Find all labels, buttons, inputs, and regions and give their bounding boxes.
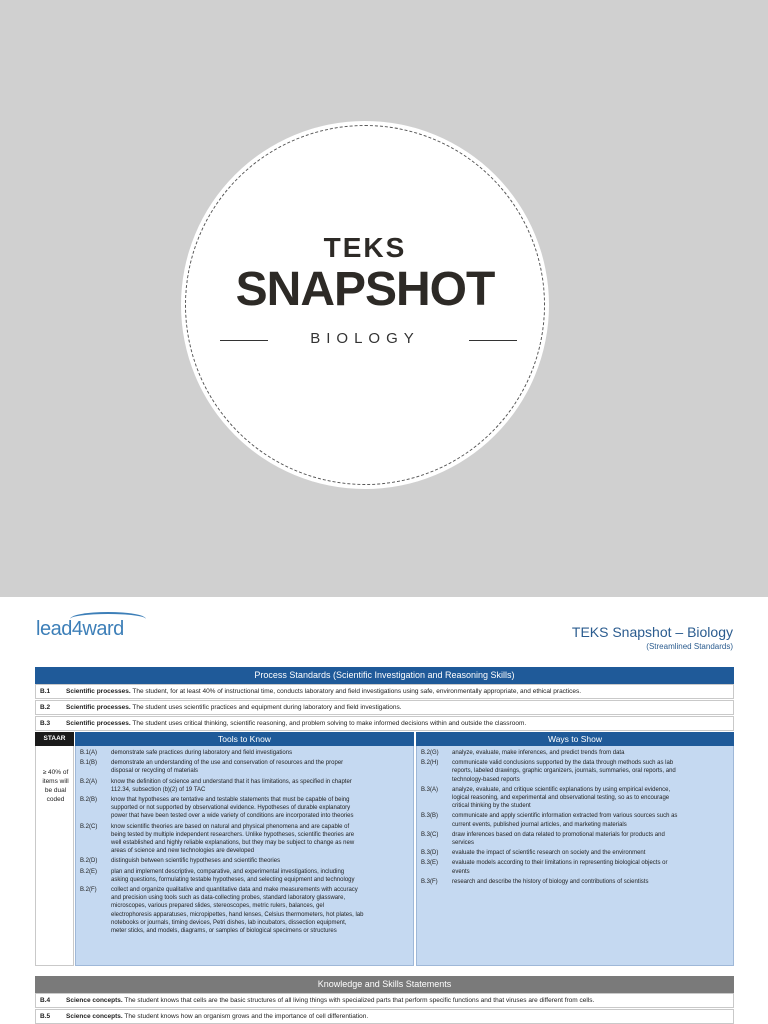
standard-text: Scientific processes. The student uses critical thinking, scientific reasoning, and problem solving to make informed decisions within and outside the classroom.: [66, 720, 527, 727]
standard-item-text: [452, 849, 645, 857]
standard-item-line: microscopes, various prepared slides, stereoscopes, metric rulers, balances, gel: [111, 903, 325, 910]
standard-item-text: [452, 859, 667, 875]
standard-item-code: B.3(E): [421, 860, 439, 867]
standard-item-code: B.2(E): [80, 868, 98, 875]
standard-item-text: [111, 749, 292, 757]
standard-code: B.1: [40, 688, 51, 695]
standard-text: Scientific processes. The student, for at least 40% of instructional time, conducts laboratory and field investigations using safe, environmentally appropriate, and ethical practices.: [66, 688, 582, 695]
standard-row: [35, 1009, 734, 1024]
standard-item-line: demonstrate safe practices during laboratory and field investigations: [111, 750, 293, 756]
standard-item-code: B.2(C): [80, 823, 98, 830]
standard-item-code: B.2(D): [80, 858, 98, 865]
standard-item-line: well established and highly reliable explanations, but they may be subject to change as new: [111, 840, 355, 846]
standard-row: [35, 993, 734, 1008]
document-page: [0, 597, 768, 1024]
standard-item-line: power that have been tested over a wide variety of conditions are incorporated into theories: [111, 813, 354, 820]
standard-item-text: [111, 886, 363, 935]
standard-item-code: B.3(C): [421, 831, 439, 838]
standard-code: B.5: [40, 1013, 51, 1020]
standard-row: [35, 684, 734, 699]
standard-item-code: B.1(B): [80, 760, 98, 767]
standard-item-code: B.1(A): [80, 750, 98, 756]
standard-item-text: [452, 786, 670, 811]
standard-item-line: supported or not supported by observational evidence. Hypotheses of durable explanatory: [111, 805, 351, 812]
standard-item-line: plan and implement descriptive, comparative, and experimental investigations, including: [111, 868, 345, 875]
standard-item-line: reports, labeled drawings, graphic organizers, journals, summaries, oral reports, and: [452, 768, 676, 775]
standard-item-line: communicate and apply scientific information extracted from various sources such as: [452, 813, 678, 820]
standard-item-text: [111, 823, 354, 856]
staar-heading: STAAR: [35, 732, 74, 746]
standard-item-code: B.3(A): [421, 786, 439, 793]
tools-ways-grid: [35, 732, 734, 966]
cover-title-line2: SNAPSHOT: [235, 263, 495, 316]
document-title: TEKS Snapshot – Biology: [571, 624, 733, 640]
standard-item-line: analyze, evaluate, make inferences, and predict trends from data: [452, 750, 625, 756]
standard-item-line: know scientific theories are based on natural and physical phenomena and are capable of: [111, 823, 350, 830]
standard-item-line: current events, published journal articles, and marketing materials: [452, 821, 627, 828]
standard-item-line: electrophoresis apparatuses, micropipettes, hand lenses, Celsius thermometers, hot plates, lab: [111, 911, 364, 918]
standard-item-line: communicate valid conclusions supported by the data through methods such as lab: [452, 760, 674, 767]
ways-to-show-heading: Ways to Show: [416, 732, 734, 746]
cover-subject: BIOLOGY: [310, 330, 420, 347]
standard-text: Science concepts. The student knows how an organism grows and the importance of cell differentiation.: [66, 1013, 369, 1020]
standard-row: [35, 716, 734, 731]
standard-item-line: draw inferences based on data related to promotional materials for products and: [452, 831, 665, 838]
standard-item-text: [452, 759, 676, 784]
standard-item-code: B.3(B): [421, 813, 439, 820]
standard-item-code: B.2(F): [80, 887, 97, 893]
cover-title-line1: TEKS: [323, 232, 407, 263]
standard-item-line: evaluate models according to their limitations in representing biological objects or: [452, 860, 668, 867]
tools-to-know-list: [75, 746, 414, 966]
standard-item-text: [111, 778, 352, 794]
knowledge-skills-heading: Knowledge and Skills Statements: [35, 976, 734, 993]
standard-text: Scientific processes. The student uses scientific practices and equipment during laboratory and field investigations.: [66, 704, 402, 711]
standard-item-line: 112.34, subsection (b)(2) of 19 TAC: [111, 786, 206, 793]
standard-item-text: [111, 796, 353, 821]
document-subtitle: (Streamlined Standards): [646, 642, 733, 651]
standard-item-text: [111, 868, 355, 884]
standard-item-line: logical reasoning, and experimental and observational testing, so as to encourage: [452, 795, 670, 801]
standard-item-line: distinguish between scientific hypotheses and scientific theories: [111, 858, 281, 865]
standard-item-code: B.2(H): [421, 760, 439, 767]
process-standards-heading: Process Standards (Scientific Investigation and Reasoning Skills): [35, 667, 734, 684]
standard-item-line: being tested by multiple independent researchers. Unlike hypotheses, scientific theories are: [111, 831, 355, 838]
standard-item-code: B.2(G): [421, 750, 439, 756]
standard-item-text: [111, 857, 280, 865]
standard-item-line: collect and organize qualitative and quantitative data and make measurements with accuracy: [111, 887, 358, 893]
staar-column: [35, 746, 74, 966]
standard-item-code: B.2(A): [80, 778, 98, 785]
standard-item-line: research and describe the history of biology and contributions of scientists: [452, 878, 649, 885]
standard-code: B.2: [40, 704, 51, 711]
standard-item-line: technology-based reports: [452, 776, 520, 783]
standard-item-text: [452, 749, 624, 757]
standard-item-line: events: [452, 868, 470, 875]
standard-item-line: meter sticks, and models, diagrams, or samples of biological specimens or structures: [111, 928, 337, 935]
standard-item-line: demonstrate an understanding of the use and conservation of resources and the proper: [111, 760, 344, 767]
standard-item-text: [452, 812, 677, 828]
cover-rule-right: [469, 340, 517, 341]
standard-item-line: notebooks or journals, timing devices, Petri dishes, lab incubators, dissection equipment,: [111, 919, 347, 926]
standard-item-code: B.3(D): [421, 850, 439, 857]
standard-item-line: asking questions, formulating testable hypotheses, and selecting equipment and technology: [111, 876, 355, 883]
standard-item-line: services: [452, 840, 475, 846]
standard-item-line: areas of science and new technologies are developed: [111, 848, 255, 855]
standard-item-text: [452, 878, 648, 886]
standard-item-code: B.3(F): [421, 878, 438, 885]
standard-code: B.4: [40, 997, 51, 1004]
standard-item-line: critical thinking by the student: [452, 803, 531, 810]
staar-note: ≥ 40% of items will be dual coded: [42, 769, 69, 803]
standard-item-line: know the definition of science and understand that it has limitations, as specified in chapter: [111, 778, 352, 785]
tools-to-know-heading: Tools to Know: [75, 732, 414, 746]
standard-item-text: [452, 831, 665, 847]
standard-item-line: disposal or recycling of materials: [111, 768, 199, 775]
standard-row: [35, 700, 734, 715]
standard-item-line: and precision using tools such as data-collecting probes, standard laboratory glassware,: [111, 895, 346, 902]
ways-to-show-list: [416, 746, 734, 966]
logo: lead4ward: [36, 618, 124, 640]
standard-item-line: analyze, evaluate, and critique scientific explanations by using empirical evidence,: [452, 786, 671, 793]
standard-text: Science concepts. The student knows that cells are the basic structures of all living things with specialized parts that perform specific functions and that viruses are different from cells.: [66, 997, 595, 1004]
standard-item-line: evaluate the impact of scientific research on society and the environment: [452, 850, 646, 857]
standard-item-text: [111, 759, 343, 775]
standard-item-line: know that hypotheses are tentative and testable statements that must be capable of being: [111, 797, 350, 803]
standard-item-code: B.2(B): [80, 797, 98, 803]
standard-code: B.3: [40, 720, 51, 727]
